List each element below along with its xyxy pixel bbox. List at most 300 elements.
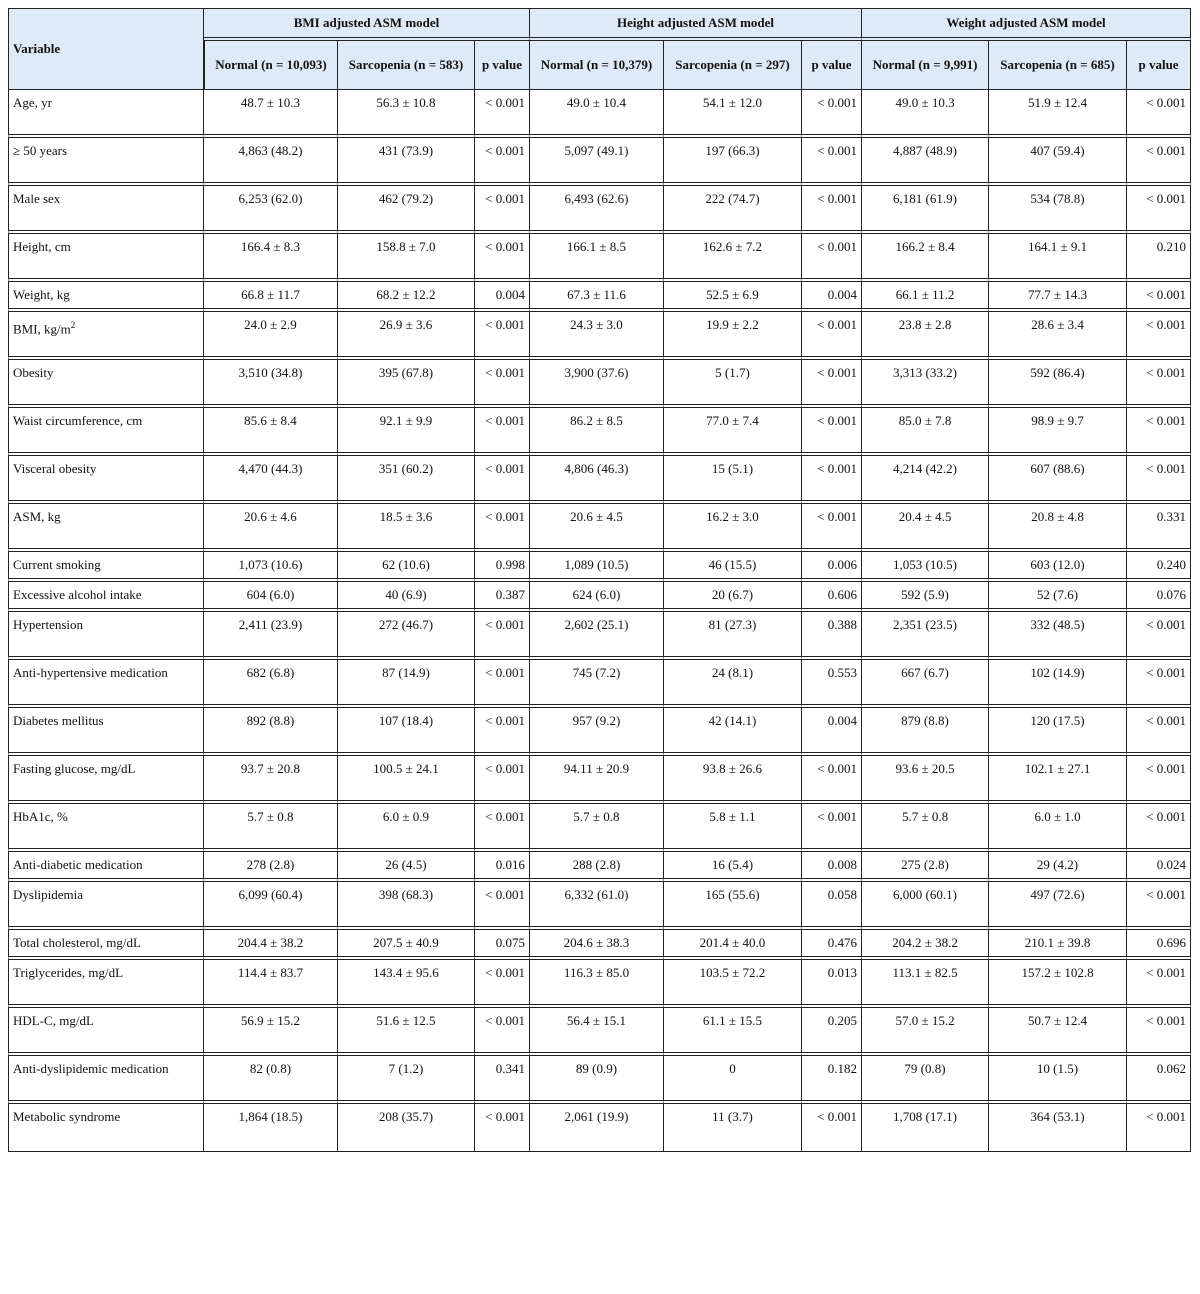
variable-cell — [8, 90, 204, 138]
table-row — [8, 660, 1191, 708]
value-cell: 11 (3.7) — [664, 1104, 802, 1152]
value-cell: 98.9 ± 9.7 — [989, 408, 1127, 456]
table-row — [8, 852, 1191, 882]
variable-label: ASM, kg — [13, 509, 61, 524]
value-cell: 56.9 ± 15.2 — [204, 1008, 338, 1056]
variable-cell — [8, 960, 204, 1008]
value-cell: 957 (9.2) — [530, 708, 664, 756]
p-value-cell: < 0.001 — [1127, 756, 1191, 804]
value-cell: 26.9 ± 3.6 — [338, 312, 475, 360]
value-cell: 3,313 (33.2) — [862, 360, 989, 408]
value-cell: 332 (48.5) — [989, 612, 1127, 660]
p-value-cell: 0.075 — [475, 930, 530, 960]
table-row — [8, 612, 1191, 660]
value-cell: 1,708 (17.1) — [862, 1104, 989, 1152]
table-row — [8, 708, 1191, 756]
table-row — [8, 234, 1191, 282]
value-cell: 42 (14.1) — [664, 708, 802, 756]
value-cell: 116.3 ± 85.0 — [530, 960, 664, 1008]
variable-cell — [8, 582, 204, 612]
value-cell: 57.0 ± 15.2 — [862, 1008, 989, 1056]
value-cell: 85.0 ± 7.8 — [862, 408, 989, 456]
p-value-cell: 0.210 — [1127, 234, 1191, 282]
p-value-cell: < 0.001 — [475, 756, 530, 804]
variable-cell — [8, 186, 204, 234]
table-row — [8, 408, 1191, 456]
p-value-cell: < 0.001 — [802, 138, 862, 186]
p-value-cell: 0.240 — [1127, 552, 1191, 582]
p-value-cell: < 0.001 — [802, 360, 862, 408]
value-cell: 166.4 ± 8.3 — [204, 234, 338, 282]
variable-label: Male sex — [13, 191, 61, 206]
p-value-cell: < 0.001 — [1127, 90, 1191, 138]
variable-label: Triglycerides, mg/dL — [13, 965, 124, 980]
value-cell: 16 (5.4) — [664, 852, 802, 882]
value-cell: 5.8 ± 1.1 — [664, 804, 802, 852]
variable-label: HbA1c, % — [13, 809, 68, 824]
value-cell: 5 (1.7) — [664, 360, 802, 408]
value-cell: 93.8 ± 26.6 — [664, 756, 802, 804]
value-cell: 103.5 ± 72.2 — [664, 960, 802, 1008]
value-cell: 4,806 (46.3) — [530, 456, 664, 504]
value-cell: 49.0 ± 10.4 — [530, 90, 664, 138]
value-cell: 197 (66.3) — [664, 138, 802, 186]
value-cell: 667 (6.7) — [862, 660, 989, 708]
value-cell: 592 (5.9) — [862, 582, 989, 612]
table-row — [8, 1008, 1191, 1056]
p-value-cell: < 0.001 — [1127, 312, 1191, 360]
p-value-cell: 0.004 — [802, 708, 862, 756]
value-cell: 93.7 ± 20.8 — [204, 756, 338, 804]
variable-cell — [8, 882, 204, 930]
subcol-header: Normal (n = 9,991) — [862, 41, 989, 90]
variable-cell — [8, 456, 204, 504]
variable-label: Visceral obesity — [13, 461, 97, 476]
value-cell: 351 (60.2) — [338, 456, 475, 504]
p-value-cell: < 0.001 — [475, 408, 530, 456]
p-value-cell: < 0.001 — [802, 756, 862, 804]
value-cell: 1,073 (10.6) — [204, 552, 338, 582]
value-cell: 77.7 ± 14.3 — [989, 282, 1127, 312]
value-cell: 892 (8.8) — [204, 708, 338, 756]
variable-label: BMI, kg/m — [13, 321, 71, 337]
variable-label: ≥ 50 years — [13, 143, 68, 158]
p-value-cell: < 0.001 — [1127, 804, 1191, 852]
p-value-cell: < 0.001 — [1127, 282, 1191, 312]
value-cell: 164.1 ± 9.1 — [989, 234, 1127, 282]
value-cell: 157.2 ± 102.8 — [989, 960, 1127, 1008]
subcol-header: Sarcopenia (n = 583) — [338, 41, 475, 90]
variable-label: Excessive alcohol intake — [13, 587, 142, 602]
value-cell: 2,351 (23.5) — [862, 612, 989, 660]
value-cell: 6,000 (60.1) — [862, 882, 989, 930]
p-value-cell: < 0.001 — [802, 804, 862, 852]
value-cell: 462 (79.2) — [338, 186, 475, 234]
value-cell: 2,061 (19.9) — [530, 1104, 664, 1152]
subcol-header: p value — [1127, 41, 1191, 90]
p-value-cell: 0.606 — [802, 582, 862, 612]
value-cell: 51.6 ± 12.5 — [338, 1008, 475, 1056]
variable-label: Anti-dyslipidemic medication — [13, 1061, 169, 1076]
value-cell: 61.1 ± 15.5 — [664, 1008, 802, 1056]
value-cell: 56.4 ± 15.1 — [530, 1008, 664, 1056]
value-cell: 24.3 ± 3.0 — [530, 312, 664, 360]
value-cell: 40 (6.9) — [338, 582, 475, 612]
subcol-header: Normal (n = 10,093) — [204, 41, 338, 90]
value-cell: 1,864 (18.5) — [204, 1104, 338, 1152]
value-cell: 5,097 (49.1) — [530, 138, 664, 186]
subcol-header: p value — [802, 41, 862, 90]
value-cell: 6,253 (62.0) — [204, 186, 338, 234]
variable-cell — [8, 1104, 204, 1152]
p-value-cell: 0.016 — [475, 852, 530, 882]
table-row — [8, 582, 1191, 612]
variable-label: Height, cm — [13, 239, 71, 254]
p-value-cell: 0.058 — [802, 882, 862, 930]
p-value-cell: < 0.001 — [475, 660, 530, 708]
value-cell: 604 (6.0) — [204, 582, 338, 612]
p-value-cell: 0.387 — [475, 582, 530, 612]
value-cell: 51.9 ± 12.4 — [989, 90, 1127, 138]
value-cell: 398 (68.3) — [338, 882, 475, 930]
variable-label: Weight, kg — [13, 287, 70, 302]
value-cell: 6.0 ± 1.0 — [989, 804, 1127, 852]
variable-label: Current smoking — [13, 557, 101, 572]
variable-label: Fasting glucose, mg/dL — [13, 761, 136, 776]
variable-cell — [8, 360, 204, 408]
p-value-cell: < 0.001 — [1127, 660, 1191, 708]
p-value-cell: < 0.001 — [475, 804, 530, 852]
value-cell: 107 (18.4) — [338, 708, 475, 756]
value-cell: 20.8 ± 4.8 — [989, 504, 1127, 552]
value-cell: 497 (72.6) — [989, 882, 1127, 930]
p-value-cell: < 0.001 — [1127, 360, 1191, 408]
p-value-cell: 0.062 — [1127, 1056, 1191, 1104]
group-header-bmi: BMI adjusted ASM model — [204, 8, 530, 41]
value-cell: 162.6 ± 7.2 — [664, 234, 802, 282]
value-cell: 56.3 ± 10.8 — [338, 90, 475, 138]
value-cell: 0 — [664, 1056, 802, 1104]
p-value-cell: < 0.001 — [802, 504, 862, 552]
value-cell: 18.5 ± 3.6 — [338, 504, 475, 552]
value-cell: 10 (1.5) — [989, 1056, 1127, 1104]
value-cell: 3,510 (34.8) — [204, 360, 338, 408]
p-value-cell: 0.006 — [802, 552, 862, 582]
value-cell: 166.2 ± 8.4 — [862, 234, 989, 282]
value-cell: 6.0 ± 0.9 — [338, 804, 475, 852]
value-cell: 2,602 (25.1) — [530, 612, 664, 660]
p-value-cell: 0.205 — [802, 1008, 862, 1056]
variable-cell — [8, 1008, 204, 1056]
p-value-cell: 0.182 — [802, 1056, 862, 1104]
table-row — [8, 456, 1191, 504]
p-value-cell: < 0.001 — [475, 1104, 530, 1152]
value-cell: 20.6 ± 4.6 — [204, 504, 338, 552]
value-cell: 222 (74.7) — [664, 186, 802, 234]
p-value-cell: 0.696 — [1127, 930, 1191, 960]
value-cell: 603 (12.0) — [989, 552, 1127, 582]
table-header — [8, 8, 1191, 90]
value-cell: 201.4 ± 40.0 — [664, 930, 802, 960]
variable-cell — [8, 138, 204, 186]
table-row — [8, 138, 1191, 186]
value-cell: 102.1 ± 27.1 — [989, 756, 1127, 804]
group-header-height: Height adjusted ASM model — [530, 8, 862, 41]
p-value-cell: < 0.001 — [802, 1104, 862, 1152]
p-value-cell: 0.331 — [1127, 504, 1191, 552]
variable-cell — [8, 852, 204, 882]
variable-label: Diabetes mellitus — [13, 713, 104, 728]
value-cell: 4,470 (44.3) — [204, 456, 338, 504]
p-value-cell: < 0.001 — [475, 138, 530, 186]
value-cell: 6,181 (61.9) — [862, 186, 989, 234]
p-value-cell: 0.013 — [802, 960, 862, 1008]
variable-cell — [8, 708, 204, 756]
value-cell: 86.2 ± 8.5 — [530, 408, 664, 456]
value-cell: 682 (6.8) — [204, 660, 338, 708]
table-row — [8, 756, 1191, 804]
table-row — [8, 360, 1191, 408]
value-cell: 87 (14.9) — [338, 660, 475, 708]
p-value-cell: < 0.001 — [1127, 138, 1191, 186]
p-value-cell: < 0.001 — [475, 312, 530, 360]
value-cell: 1,053 (10.5) — [862, 552, 989, 582]
table-body — [8, 90, 1191, 1152]
variable-label: Total cholesterol, mg/dL — [13, 935, 141, 950]
value-cell: 23.8 ± 2.8 — [862, 312, 989, 360]
p-value-cell: 0.341 — [475, 1056, 530, 1104]
p-value-cell: < 0.001 — [475, 708, 530, 756]
p-value-cell: 0.553 — [802, 660, 862, 708]
value-cell: 15 (5.1) — [664, 456, 802, 504]
value-cell: 5.7 ± 0.8 — [204, 804, 338, 852]
value-cell: 81 (27.3) — [664, 612, 802, 660]
value-cell: 288 (2.8) — [530, 852, 664, 882]
value-cell: 20.6 ± 4.5 — [530, 504, 664, 552]
value-cell: 94.11 ± 20.9 — [530, 756, 664, 804]
value-cell: 204.2 ± 38.2 — [862, 930, 989, 960]
variable-cell — [8, 504, 204, 552]
variable-cell — [8, 282, 204, 312]
variable-cell — [8, 804, 204, 852]
p-value-cell: 0.008 — [802, 852, 862, 882]
value-cell: 1,089 (10.5) — [530, 552, 664, 582]
table-row — [8, 282, 1191, 312]
group-header-weight: Weight adjusted ASM model — [862, 8, 1191, 41]
p-value-cell: 0.476 — [802, 930, 862, 960]
value-cell: 272 (46.7) — [338, 612, 475, 660]
value-cell: 102 (14.9) — [989, 660, 1127, 708]
p-value-cell: < 0.001 — [475, 186, 530, 234]
value-cell: 77.0 ± 7.4 — [664, 408, 802, 456]
value-cell: 2,411 (23.9) — [204, 612, 338, 660]
p-value-cell: < 0.001 — [475, 882, 530, 930]
p-value-cell: 0.076 — [1127, 582, 1191, 612]
p-value-cell: < 0.001 — [802, 408, 862, 456]
value-cell: 93.6 ± 20.5 — [862, 756, 989, 804]
variable-cell — [8, 552, 204, 582]
p-value-cell: < 0.001 — [802, 90, 862, 138]
value-cell: 5.7 ± 0.8 — [862, 804, 989, 852]
value-cell: 3,900 (37.6) — [530, 360, 664, 408]
variable-label: Anti-diabetic medication — [13, 857, 143, 872]
variable-label: Obesity — [13, 365, 54, 380]
p-value-cell: 0.024 — [1127, 852, 1191, 882]
value-cell: 4,863 (48.2) — [204, 138, 338, 186]
value-cell: 407 (59.4) — [989, 138, 1127, 186]
variable-cell — [8, 756, 204, 804]
subcol-header: Sarcopenia (n = 685) — [989, 41, 1127, 90]
value-cell: 20 (6.7) — [664, 582, 802, 612]
table-row — [8, 90, 1191, 138]
value-cell: 278 (2.8) — [204, 852, 338, 882]
value-cell: 624 (6.0) — [530, 582, 664, 612]
value-cell: 364 (53.1) — [989, 1104, 1127, 1152]
data-table — [8, 8, 1191, 1152]
value-cell: 66.1 ± 11.2 — [862, 282, 989, 312]
value-cell: 165 (55.6) — [664, 882, 802, 930]
p-value-cell: < 0.001 — [475, 234, 530, 282]
value-cell: 29 (4.2) — [989, 852, 1127, 882]
table-row — [8, 504, 1191, 552]
value-cell: 48.7 ± 10.3 — [204, 90, 338, 138]
p-value-cell: < 0.001 — [1127, 708, 1191, 756]
value-cell: 49.0 ± 10.3 — [862, 90, 989, 138]
value-cell: 66.8 ± 11.7 — [204, 282, 338, 312]
variable-label: Anti-hypertensive medication — [13, 665, 168, 680]
value-cell: 24.0 ± 2.9 — [204, 312, 338, 360]
p-value-cell: < 0.001 — [475, 960, 530, 1008]
value-cell: 120 (17.5) — [989, 708, 1127, 756]
value-cell: 7 (1.2) — [338, 1056, 475, 1104]
value-cell: 52 (7.6) — [989, 582, 1127, 612]
value-cell: 158.8 ± 7.0 — [338, 234, 475, 282]
value-cell: 68.2 ± 12.2 — [338, 282, 475, 312]
variable-label: Waist circumference, cm — [13, 413, 143, 428]
value-cell: 745 (7.2) — [530, 660, 664, 708]
variable-label: Dyslipidemia — [13, 887, 84, 902]
p-value-cell: < 0.001 — [802, 456, 862, 504]
value-cell: 62 (10.6) — [338, 552, 475, 582]
value-cell: 54.1 ± 12.0 — [664, 90, 802, 138]
value-cell: 6,493 (62.6) — [530, 186, 664, 234]
p-value-cell: < 0.001 — [475, 90, 530, 138]
value-cell: 607 (88.6) — [989, 456, 1127, 504]
value-cell: 6,332 (61.0) — [530, 882, 664, 930]
table-row — [8, 552, 1191, 582]
value-cell: 275 (2.8) — [862, 852, 989, 882]
value-cell: 28.6 ± 3.4 — [989, 312, 1127, 360]
p-value-cell: < 0.001 — [475, 456, 530, 504]
table-row — [8, 186, 1191, 234]
p-value-cell: < 0.001 — [1127, 1104, 1191, 1152]
value-cell: 592 (86.4) — [989, 360, 1127, 408]
p-value-cell: < 0.001 — [802, 312, 862, 360]
value-cell: 16.2 ± 3.0 — [664, 504, 802, 552]
table-row — [8, 930, 1191, 960]
p-value-cell: < 0.001 — [802, 234, 862, 282]
table-row — [8, 804, 1191, 852]
value-cell: 113.1 ± 82.5 — [862, 960, 989, 1008]
value-cell: 52.5 ± 6.9 — [664, 282, 802, 312]
table-row — [8, 1104, 1191, 1152]
value-cell: 67.3 ± 11.6 — [530, 282, 664, 312]
p-value-cell: < 0.001 — [475, 612, 530, 660]
p-value-cell: < 0.001 — [1127, 882, 1191, 930]
p-value-cell: 0.998 — [475, 552, 530, 582]
variable-cell — [8, 930, 204, 960]
p-value-cell: < 0.001 — [1127, 408, 1191, 456]
superscript: 2 — [70, 320, 76, 330]
value-cell: 204.4 ± 38.2 — [204, 930, 338, 960]
table-row — [8, 960, 1191, 1008]
value-cell: 143.4 ± 95.6 — [338, 960, 475, 1008]
value-cell: 207.5 ± 40.9 — [338, 930, 475, 960]
value-cell: 50.7 ± 12.4 — [989, 1008, 1127, 1056]
value-cell: 92.1 ± 9.9 — [338, 408, 475, 456]
p-value-cell: < 0.001 — [475, 1008, 530, 1056]
value-cell: 82 (0.8) — [204, 1056, 338, 1104]
variable-cell — [8, 408, 204, 456]
value-cell: 85.6 ± 8.4 — [204, 408, 338, 456]
value-cell: 114.4 ± 83.7 — [204, 960, 338, 1008]
p-value-cell: < 0.001 — [1127, 186, 1191, 234]
table-row — [8, 1056, 1191, 1104]
p-value-cell: < 0.001 — [1127, 456, 1191, 504]
p-value-cell: < 0.001 — [1127, 612, 1191, 660]
variable-label: Metabolic syndrome — [13, 1109, 121, 1124]
subcol-header: p value — [475, 41, 530, 90]
value-cell: 166.1 ± 8.5 — [530, 234, 664, 282]
p-value-cell: < 0.001 — [475, 504, 530, 552]
variable-cell — [8, 660, 204, 708]
variable-label: HDL-C, mg/dL — [13, 1013, 94, 1028]
value-cell: 210.1 ± 39.8 — [989, 930, 1127, 960]
table-row — [8, 882, 1191, 930]
variable-label: Age, yr — [13, 95, 52, 110]
value-cell: 79 (0.8) — [862, 1056, 989, 1104]
value-cell: 100.5 ± 24.1 — [338, 756, 475, 804]
p-value-cell: 0.004 — [475, 282, 530, 312]
subcol-header: Normal (n = 10,379) — [530, 41, 664, 90]
value-cell: 204.6 ± 38.3 — [530, 930, 664, 960]
value-cell: 431 (73.9) — [338, 138, 475, 186]
variable-cell — [8, 612, 204, 660]
p-value-cell: < 0.001 — [1127, 1008, 1191, 1056]
value-cell: 19.9 ± 2.2 — [664, 312, 802, 360]
value-cell: 395 (67.8) — [338, 360, 475, 408]
value-cell: 208 (35.7) — [338, 1104, 475, 1152]
subcol-header: Sarcopenia (n = 297) — [664, 41, 802, 90]
value-cell: 534 (78.8) — [989, 186, 1127, 234]
variable-label: Hypertension — [13, 617, 84, 632]
value-cell: 46 (15.5) — [664, 552, 802, 582]
p-value-cell: < 0.001 — [1127, 960, 1191, 1008]
variable-cell — [8, 312, 204, 360]
value-cell: 4,214 (42.2) — [862, 456, 989, 504]
p-value-cell: 0.004 — [802, 282, 862, 312]
value-cell: 5.7 ± 0.8 — [530, 804, 664, 852]
p-value-cell: 0.388 — [802, 612, 862, 660]
value-cell: 6,099 (60.4) — [204, 882, 338, 930]
value-cell: 26 (4.5) — [338, 852, 475, 882]
value-cell: 24 (8.1) — [664, 660, 802, 708]
value-cell: 879 (8.8) — [862, 708, 989, 756]
value-cell: 89 (0.9) — [530, 1056, 664, 1104]
variable-cell — [8, 1056, 204, 1104]
p-value-cell: < 0.001 — [802, 186, 862, 234]
value-cell: 20.4 ± 4.5 — [862, 504, 989, 552]
